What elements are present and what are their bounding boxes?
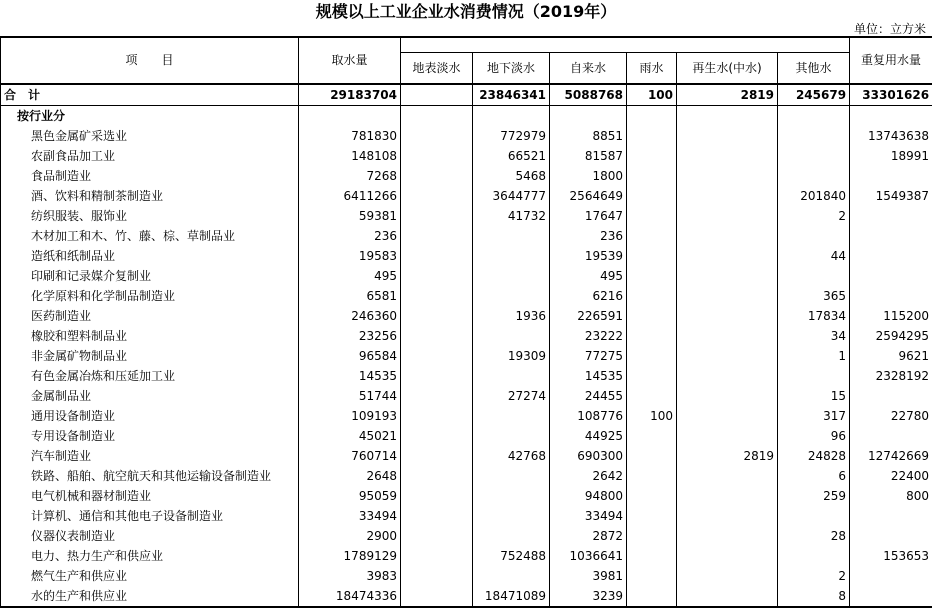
cell-surface bbox=[401, 146, 473, 166]
cell-reuse bbox=[850, 206, 932, 226]
industry-name: 电气机械和器材制造业 bbox=[1, 486, 299, 506]
cell-reuse: 800 bbox=[850, 486, 932, 506]
cell-recycled bbox=[677, 406, 778, 426]
cell-reuse bbox=[850, 386, 932, 406]
header-intake-breakdown bbox=[401, 37, 850, 53]
cell-ground bbox=[473, 326, 550, 346]
cell-reuse: 13743638 bbox=[850, 126, 932, 146]
cell-intake: 148108 bbox=[299, 146, 401, 166]
industry-name: 水的生产和供应业 bbox=[1, 586, 299, 607]
cell-rain bbox=[627, 366, 677, 386]
cell-intake: 33494 bbox=[299, 506, 401, 526]
cell-rain: 100 bbox=[627, 406, 677, 426]
cell-reuse: 22400 bbox=[850, 466, 932, 486]
cell-intake: 18474336 bbox=[299, 586, 401, 607]
header-item: 项 目 bbox=[1, 37, 299, 84]
cell-reuse bbox=[850, 166, 932, 186]
cell-tap: 77275 bbox=[550, 346, 627, 366]
cell-ground: 41732 bbox=[473, 206, 550, 226]
cell-other: 317 bbox=[778, 406, 850, 426]
cell-other bbox=[778, 366, 850, 386]
cell-rain bbox=[627, 526, 677, 546]
cell-ground: 42768 bbox=[473, 446, 550, 466]
cell-intake: 246360 bbox=[299, 306, 401, 326]
cell-rain bbox=[627, 246, 677, 266]
cell-other: 259 bbox=[778, 486, 850, 506]
table-row bbox=[1, 486, 932, 506]
table-row bbox=[1, 226, 932, 246]
cell-other bbox=[778, 166, 850, 186]
cell-intake: 96584 bbox=[299, 346, 401, 366]
cell-surface bbox=[401, 406, 473, 426]
cell-rain bbox=[627, 186, 677, 206]
table-row bbox=[1, 546, 932, 566]
cell-ground: 3644777 bbox=[473, 186, 550, 206]
cell-other bbox=[778, 266, 850, 286]
cell-other: 1 bbox=[778, 346, 850, 366]
cell-other: 201840 bbox=[778, 186, 850, 206]
cell-other: 15 bbox=[778, 386, 850, 406]
cell-surface bbox=[401, 466, 473, 486]
table-row bbox=[1, 326, 932, 346]
table-row bbox=[1, 446, 932, 466]
cell-reuse: 2594295 bbox=[850, 326, 932, 346]
table-title: 规模以上工业企业水消费情况（2019年） bbox=[0, 0, 932, 24]
header-reuse: 重复用水量 bbox=[850, 37, 932, 84]
header-surface: 地表淡水 bbox=[401, 53, 473, 85]
cell-reuse bbox=[850, 266, 932, 286]
cell-surface bbox=[401, 366, 473, 386]
cell-recycled bbox=[677, 526, 778, 546]
header-ground: 地下淡水 bbox=[473, 53, 550, 85]
cell-tap: 226591 bbox=[550, 306, 627, 326]
cell-rain bbox=[627, 426, 677, 446]
industry-name: 通用设备制造业 bbox=[1, 406, 299, 426]
cell-tap: 94800 bbox=[550, 486, 627, 506]
cell-surface bbox=[401, 166, 473, 186]
cell-ground bbox=[473, 226, 550, 246]
cell-surface bbox=[401, 246, 473, 266]
cell-reuse: 1549387 bbox=[850, 186, 932, 206]
cell-ground bbox=[473, 286, 550, 306]
cell-rain bbox=[627, 546, 677, 566]
total-rain: 100 bbox=[627, 84, 677, 106]
cell-ground bbox=[473, 366, 550, 386]
cell-other bbox=[778, 546, 850, 566]
cell-ground bbox=[473, 526, 550, 546]
cell-intake: 6581 bbox=[299, 286, 401, 306]
section-row bbox=[1, 106, 932, 127]
cell-surface bbox=[401, 326, 473, 346]
industry-name: 非金属矿物制品业 bbox=[1, 346, 299, 366]
cell-recycled bbox=[677, 186, 778, 206]
cell-tap: 24455 bbox=[550, 386, 627, 406]
table-row bbox=[1, 506, 932, 526]
table-row bbox=[1, 206, 932, 226]
table-row bbox=[1, 466, 932, 486]
cell-intake: 3983 bbox=[299, 566, 401, 586]
total-ground: 23846341 bbox=[473, 84, 550, 106]
cell-surface bbox=[401, 486, 473, 506]
industry-name: 酒、饮料和精制茶制造业 bbox=[1, 186, 299, 206]
industry-name: 金属制品业 bbox=[1, 386, 299, 406]
cell-surface bbox=[401, 226, 473, 246]
cell-ground bbox=[473, 566, 550, 586]
cell-ground bbox=[473, 266, 550, 286]
cell-other: 96 bbox=[778, 426, 850, 446]
cell-surface bbox=[401, 506, 473, 526]
cell-intake: 495 bbox=[299, 266, 401, 286]
header-tap: 自来水 bbox=[550, 53, 627, 85]
cell-surface bbox=[401, 546, 473, 566]
section-label: 按行业分 bbox=[1, 106, 299, 127]
cell-recycled bbox=[677, 466, 778, 486]
cell-surface bbox=[401, 286, 473, 306]
cell-intake: 45021 bbox=[299, 426, 401, 446]
cell-intake: 6411266 bbox=[299, 186, 401, 206]
cell-rain bbox=[627, 126, 677, 146]
cell-ground bbox=[473, 506, 550, 526]
cell-other bbox=[778, 506, 850, 526]
total-recycled: 2819 bbox=[677, 84, 778, 106]
cell-ground: 27274 bbox=[473, 386, 550, 406]
industry-name: 农副食品加工业 bbox=[1, 146, 299, 166]
industry-name: 造纸和纸制品业 bbox=[1, 246, 299, 266]
cell-reuse: 2328192 bbox=[850, 366, 932, 386]
cell-recycled bbox=[677, 566, 778, 586]
table-row bbox=[1, 286, 932, 306]
cell-reuse: 153653 bbox=[850, 546, 932, 566]
cell-intake: 95059 bbox=[299, 486, 401, 506]
industry-name: 印刷和记录媒介复制业 bbox=[1, 266, 299, 286]
table-row bbox=[1, 306, 932, 326]
cell-surface bbox=[401, 186, 473, 206]
table-row bbox=[1, 166, 932, 186]
industry-name: 专用设备制造业 bbox=[1, 426, 299, 446]
cell-recycled: 2819 bbox=[677, 446, 778, 466]
cell-rain bbox=[627, 506, 677, 526]
cell-recycled bbox=[677, 346, 778, 366]
cell-tap: 6216 bbox=[550, 286, 627, 306]
cell-tap: 3239 bbox=[550, 586, 627, 607]
cell-intake: 19583 bbox=[299, 246, 401, 266]
cell-recycled bbox=[677, 306, 778, 326]
cell-reuse bbox=[850, 566, 932, 586]
cell-ground: 752488 bbox=[473, 546, 550, 566]
cell-intake: 2900 bbox=[299, 526, 401, 546]
cell-intake: 760714 bbox=[299, 446, 401, 466]
industry-name: 木材加工和木、竹、藤、棕、草制品业 bbox=[1, 226, 299, 246]
cell-tap: 1800 bbox=[550, 166, 627, 186]
cell-other: 2 bbox=[778, 566, 850, 586]
industry-name: 黑色金属矿采选业 bbox=[1, 126, 299, 146]
cell-intake: 59381 bbox=[299, 206, 401, 226]
table-row bbox=[1, 386, 932, 406]
cell-intake: 109193 bbox=[299, 406, 401, 426]
cell-rain bbox=[627, 266, 677, 286]
cell-tap: 19539 bbox=[550, 246, 627, 266]
cell-recycled bbox=[677, 366, 778, 386]
cell-ground bbox=[473, 426, 550, 446]
cell-tap: 495 bbox=[550, 266, 627, 286]
cell-surface bbox=[401, 266, 473, 286]
industry-name: 电力、热力生产和供应业 bbox=[1, 546, 299, 566]
cell-recycled bbox=[677, 126, 778, 146]
cell-recycled bbox=[677, 506, 778, 526]
cell-reuse: 18991 bbox=[850, 146, 932, 166]
water-consumption-table bbox=[0, 36, 932, 608]
cell-reuse: 22780 bbox=[850, 406, 932, 426]
header-other: 其他水 bbox=[778, 53, 850, 85]
cell-intake: 51744 bbox=[299, 386, 401, 406]
total-other: 245679 bbox=[778, 84, 850, 106]
cell-other: 365 bbox=[778, 286, 850, 306]
industry-name: 铁路、船舶、航空航天和其他运输设备制造业 bbox=[1, 466, 299, 486]
cell-other: 28 bbox=[778, 526, 850, 546]
cell-rain bbox=[627, 306, 677, 326]
table-row bbox=[1, 346, 932, 366]
cell-recycled bbox=[677, 266, 778, 286]
cell-other: 6 bbox=[778, 466, 850, 486]
cell-reuse: 9621 bbox=[850, 346, 932, 366]
cell-rain bbox=[627, 146, 677, 166]
cell-intake: 236 bbox=[299, 226, 401, 246]
industry-name: 仪器仪表制造业 bbox=[1, 526, 299, 546]
cell-reuse bbox=[850, 226, 932, 246]
total-intake: 29183704 bbox=[299, 84, 401, 106]
cell-tap: 2564649 bbox=[550, 186, 627, 206]
industry-name: 纺织服装、服饰业 bbox=[1, 206, 299, 226]
cell-tap: 14535 bbox=[550, 366, 627, 386]
total-label: 合 计 bbox=[1, 84, 299, 106]
cell-tap: 2872 bbox=[550, 526, 627, 546]
total-surface bbox=[401, 84, 473, 106]
cell-tap: 236 bbox=[550, 226, 627, 246]
cell-rain bbox=[627, 566, 677, 586]
cell-recycled bbox=[677, 386, 778, 406]
cell-recycled bbox=[677, 486, 778, 506]
cell-intake: 14535 bbox=[299, 366, 401, 386]
cell-other bbox=[778, 146, 850, 166]
cell-ground bbox=[473, 246, 550, 266]
cell-other: 17834 bbox=[778, 306, 850, 326]
cell-reuse: 12742669 bbox=[850, 446, 932, 466]
industry-name: 有色金属冶炼和压延加工业 bbox=[1, 366, 299, 386]
cell-rain bbox=[627, 286, 677, 306]
cell-reuse bbox=[850, 526, 932, 546]
cell-rain bbox=[627, 386, 677, 406]
cell-surface bbox=[401, 526, 473, 546]
unit-label: 单位：立方米 bbox=[854, 22, 926, 36]
cell-tap: 8851 bbox=[550, 126, 627, 146]
cell-ground bbox=[473, 486, 550, 506]
cell-reuse bbox=[850, 246, 932, 266]
header-rain: 雨水 bbox=[627, 53, 677, 85]
total-reuse: 33301626 bbox=[850, 84, 932, 106]
header-intake: 取水量 bbox=[299, 37, 401, 84]
cell-other: 8 bbox=[778, 586, 850, 607]
table-row bbox=[1, 366, 932, 386]
industry-name: 燃气生产和供应业 bbox=[1, 566, 299, 586]
cell-intake: 23256 bbox=[299, 326, 401, 346]
table-row bbox=[1, 266, 932, 286]
cell-tap: 3981 bbox=[550, 566, 627, 586]
total-tap: 5088768 bbox=[550, 84, 627, 106]
cell-rain bbox=[627, 326, 677, 346]
table-row bbox=[1, 146, 932, 166]
cell-ground: 18471089 bbox=[473, 586, 550, 607]
table-row bbox=[1, 186, 932, 206]
cell-recycled bbox=[677, 286, 778, 306]
cell-tap: 44925 bbox=[550, 426, 627, 446]
industry-name: 橡胶和塑料制品业 bbox=[1, 326, 299, 346]
cell-reuse bbox=[850, 426, 932, 446]
cell-other bbox=[778, 126, 850, 146]
cell-rain bbox=[627, 346, 677, 366]
cell-other: 34 bbox=[778, 326, 850, 346]
cell-reuse bbox=[850, 506, 932, 526]
table-row bbox=[1, 406, 932, 426]
total-row bbox=[1, 84, 932, 106]
cell-reuse bbox=[850, 286, 932, 306]
cell-intake: 2648 bbox=[299, 466, 401, 486]
cell-intake: 781830 bbox=[299, 126, 401, 146]
cell-tap: 17647 bbox=[550, 206, 627, 226]
cell-tap: 23222 bbox=[550, 326, 627, 346]
cell-tap: 81587 bbox=[550, 146, 627, 166]
table-row bbox=[1, 526, 932, 546]
cell-ground: 66521 bbox=[473, 146, 550, 166]
industry-name: 汽车制造业 bbox=[1, 446, 299, 466]
cell-ground: 1936 bbox=[473, 306, 550, 326]
cell-surface bbox=[401, 206, 473, 226]
cell-recycled bbox=[677, 146, 778, 166]
cell-surface bbox=[401, 446, 473, 466]
industry-name: 医药制造业 bbox=[1, 306, 299, 326]
cell-rain bbox=[627, 206, 677, 226]
cell-reuse: 115200 bbox=[850, 306, 932, 326]
cell-recycled bbox=[677, 246, 778, 266]
cell-ground bbox=[473, 406, 550, 426]
cell-surface bbox=[401, 126, 473, 146]
cell-recycled bbox=[677, 226, 778, 246]
cell-tap: 33494 bbox=[550, 506, 627, 526]
cell-recycled bbox=[677, 326, 778, 346]
cell-surface bbox=[401, 566, 473, 586]
cell-surface bbox=[401, 426, 473, 446]
cell-ground: 772979 bbox=[473, 126, 550, 146]
industry-name: 化学原料和化学制品制造业 bbox=[1, 286, 299, 306]
cell-other: 2 bbox=[778, 206, 850, 226]
cell-surface bbox=[401, 346, 473, 366]
cell-tap: 2642 bbox=[550, 466, 627, 486]
cell-other: 24828 bbox=[778, 446, 850, 466]
cell-surface bbox=[401, 386, 473, 406]
industry-name: 计算机、通信和其他电子设备制造业 bbox=[1, 506, 299, 526]
table-row bbox=[1, 126, 932, 146]
table-row bbox=[1, 566, 932, 586]
cell-rain bbox=[627, 466, 677, 486]
industry-name: 食品制造业 bbox=[1, 166, 299, 186]
cell-rain bbox=[627, 446, 677, 466]
cell-ground bbox=[473, 466, 550, 486]
table-row bbox=[1, 246, 932, 266]
cell-rain bbox=[627, 486, 677, 506]
cell-ground: 5468 bbox=[473, 166, 550, 186]
header-recycled: 再生水(中水) bbox=[677, 53, 778, 85]
cell-tap: 690300 bbox=[550, 446, 627, 466]
cell-other: 44 bbox=[778, 246, 850, 266]
cell-recycled bbox=[677, 546, 778, 566]
cell-rain bbox=[627, 166, 677, 186]
cell-tap: 1036641 bbox=[550, 546, 627, 566]
cell-recycled bbox=[677, 426, 778, 446]
cell-surface bbox=[401, 306, 473, 326]
cell-other bbox=[778, 226, 850, 246]
cell-tap: 108776 bbox=[550, 406, 627, 426]
cell-ground: 19309 bbox=[473, 346, 550, 366]
cell-intake: 1789129 bbox=[299, 546, 401, 566]
cell-rain bbox=[627, 226, 677, 246]
table-row bbox=[1, 426, 932, 446]
cell-recycled bbox=[677, 206, 778, 226]
cell-recycled bbox=[677, 166, 778, 186]
cell-intake: 7268 bbox=[299, 166, 401, 186]
